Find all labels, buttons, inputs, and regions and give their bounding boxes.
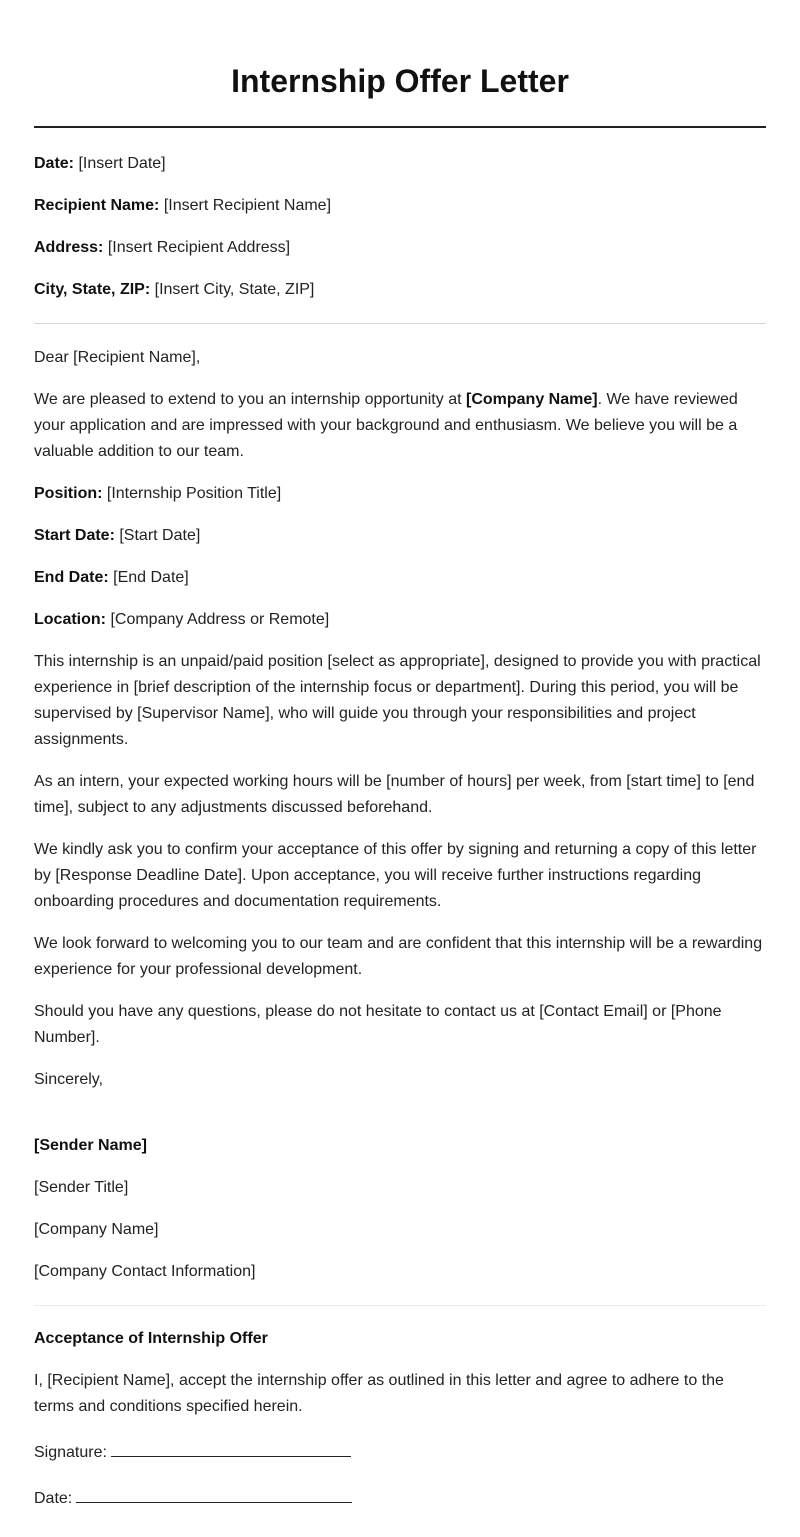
closing: Sincerely, [34, 1071, 104, 1088]
intro-company: [Company Name] [465, 391, 598, 408]
city-value: [Insert City, State, ZIP] [154, 281, 315, 298]
sender-name [34, 1133, 766, 1159]
signature-blank[interactable] [111, 1436, 351, 1457]
position-value: [Internship Position Title] [106, 485, 282, 502]
recipient-value: [Insert Recipient Name] [163, 197, 332, 214]
date-label: Date: [34, 155, 75, 172]
date-line [34, 151, 766, 177]
hours-paragraph: As an intern, your expected working hours will be [number of hours] per week, from [start time] to [end time], subject to any adjustments discussed beforehand. [34, 773, 755, 816]
title-divider [34, 126, 766, 128]
acceptance-heading [34, 1326, 766, 1352]
start-date-value: [Start Date] [119, 527, 201, 544]
city-line [34, 277, 766, 303]
sender-title: [Sender Title] [34, 1179, 129, 1196]
address-line [34, 235, 766, 261]
questions-paragraph: Should you have any questions, please do not hesitate to contact us at [Contact Email] or [Phone Number]. [34, 1003, 722, 1046]
page-title: Internship Offer Letter [231, 63, 569, 99]
start-date-line [34, 523, 766, 549]
recipient-label: Recipient Name: [34, 197, 160, 214]
address-value: [Insert Recipient Address] [107, 239, 291, 256]
signature-line [34, 1436, 766, 1466]
location-label: Location: [34, 611, 106, 628]
address-label: Address: [34, 239, 104, 256]
date-value: [Insert Date] [78, 155, 166, 172]
forward-paragraph: We look forward to welcoming you to our team and are confident that this internship will be a rewarding experience for your professional development. [34, 935, 763, 978]
end-date-label: End Date: [34, 569, 109, 586]
city-label: City, State, ZIP: [34, 281, 151, 298]
header-divider [34, 323, 766, 324]
intro-paragraph [34, 387, 766, 465]
sender-company: [Company Name] [34, 1221, 159, 1238]
acceptance-heading-text: Acceptance of Internship Offer [34, 1330, 268, 1347]
start-date-label: Start Date: [34, 527, 115, 544]
location-value: [Company Address or Remote] [110, 611, 330, 628]
position-line [34, 481, 766, 507]
position-label: Position: [34, 485, 103, 502]
location-line [34, 607, 766, 633]
signature-label: Signature: [34, 1444, 107, 1461]
confirm-paragraph: We kindly ask you to confirm your acceptance of this offer by signing and returning a copy of this letter by [Response Deadline Date]. Upon acceptance, you will receive further instructions regarding onboarding procedures and documentation requirements. [34, 841, 757, 910]
intro-text-end: . We have reviewed your application and are impressed with your background and enthusiasm. We believe you will be a valuable addition to our team. [34, 391, 738, 460]
sender-name-text: [Sender Name] [34, 1137, 147, 1154]
intro-text: We are pleased to extend to you an internship opportunity at [34, 391, 466, 408]
acceptance-date-blank[interactable] [76, 1482, 352, 1503]
sender-contact: [Company Contact Information] [34, 1263, 256, 1280]
acceptance-date-label: Date: [34, 1490, 73, 1507]
paid-paragraph: This internship is an unpaid/paid position [select as appropriate], designed to provide you with practical experience in [brief description of the internship focus or department]. During this period, you will be supervised by [Supervisor Name], who will guide you through your responsibilities and project assignments. [34, 653, 761, 748]
end-date-line [34, 565, 766, 591]
recipient-line [34, 193, 766, 219]
salutation: Dear [Recipient Name], [34, 349, 201, 366]
end-date-value: [End Date] [113, 569, 189, 586]
acceptance-divider [34, 1305, 766, 1306]
acceptance-statement: I, [Recipient Name], accept the internship offer as outlined in this letter and agree to adhere to the terms and conditions specified herein. [34, 1372, 724, 1415]
acceptance-date-line [34, 1482, 766, 1512]
